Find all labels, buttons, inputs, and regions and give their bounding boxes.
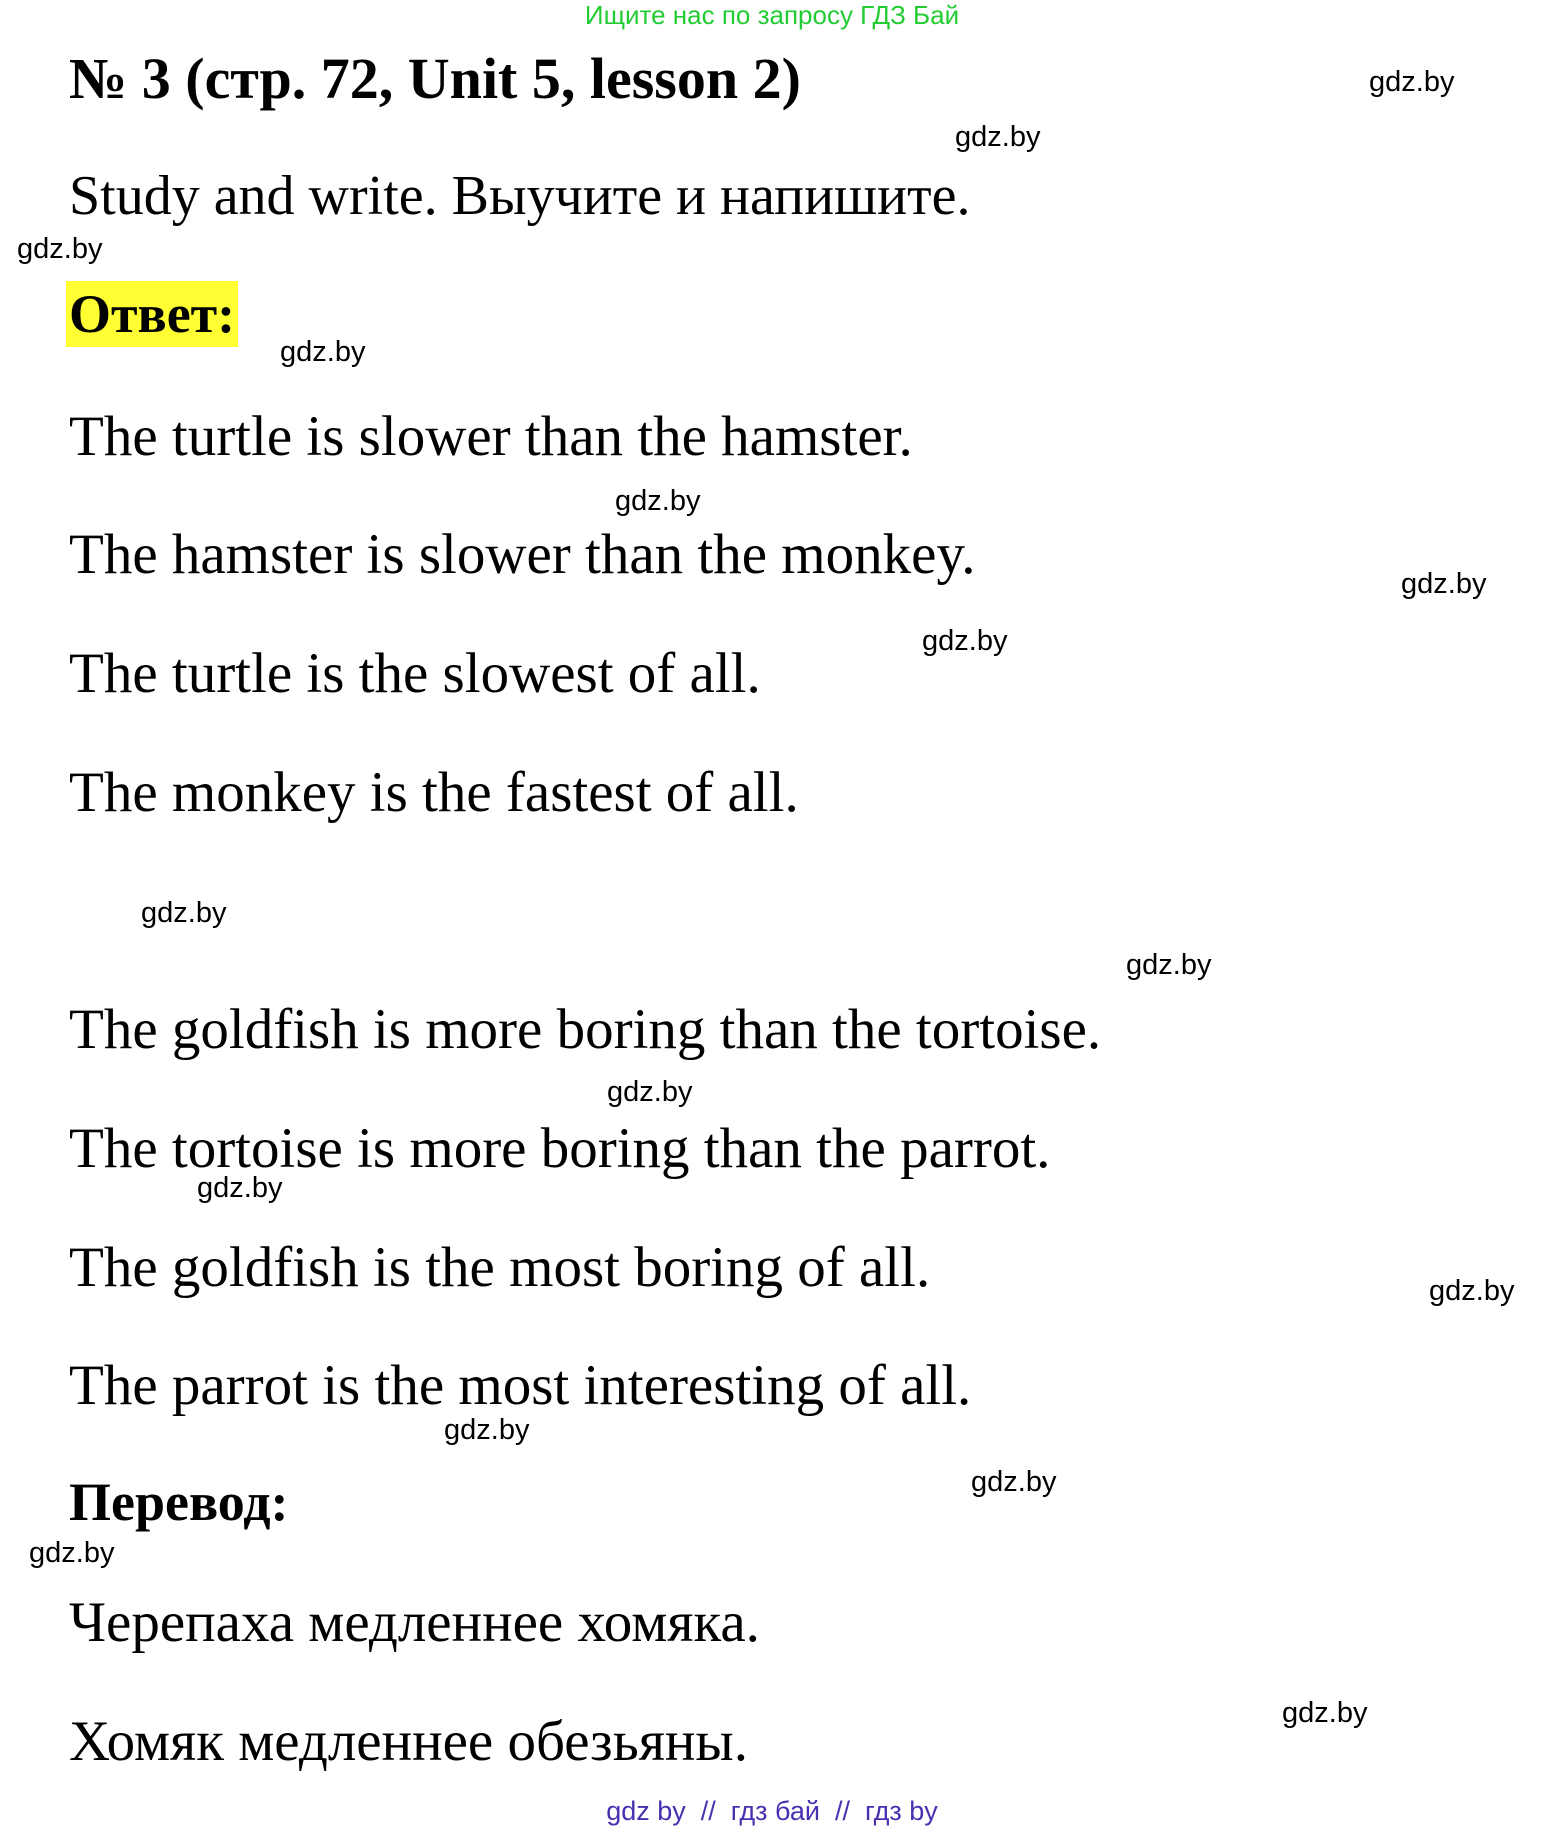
watermark: gdz.by	[29, 1537, 115, 1569]
watermark: gdz.by	[1126, 949, 1212, 981]
watermark: gdz.by	[615, 485, 701, 517]
watermark: gdz.by	[971, 1466, 1057, 1498]
watermark: gdz.by	[607, 1076, 693, 1108]
watermark: gdz.by	[17, 233, 103, 265]
answer-line: The hamster is slower than the monkey.	[69, 523, 976, 586]
watermark: gdz.by	[955, 121, 1041, 153]
answer-line: The goldfish is more boring than the tortoise.	[69, 998, 1102, 1061]
footer-links[interactable]: gdz by // гдз бай // гдз by	[606, 1796, 938, 1826]
translation-line: Хомяк медленнее обезьяны.	[69, 1710, 748, 1773]
exercise-instruction: Study and write. Выучите и напишите.	[69, 165, 971, 227]
watermark: gdz.by	[1401, 568, 1487, 600]
watermark: gdz.by	[1429, 1275, 1515, 1307]
answer-label: Ответ:	[66, 281, 238, 347]
watermark: gdz.by	[922, 625, 1008, 657]
answer-line: The turtle is the slowest of all.	[69, 642, 761, 705]
answer-line: The monkey is the fastest of all.	[69, 761, 799, 824]
watermark: gdz.by	[444, 1414, 530, 1446]
answer-line: The turtle is slower than the hamster.	[69, 405, 913, 468]
watermark: gdz.by	[141, 897, 227, 929]
answer-line: The tortoise is more boring than the parrot.	[69, 1117, 1051, 1180]
answer-line: The goldfish is the most boring of all.	[69, 1236, 931, 1299]
exercise-heading: № 3 (стр. 72, Unit 5, lesson 2)	[69, 46, 801, 111]
answer-line: The parrot is the most interesting of all.	[69, 1354, 972, 1417]
watermark: gdz.by	[1369, 66, 1455, 98]
translation-line: Черепаха медленнее хомяка.	[69, 1591, 760, 1654]
translation-label: Перевод:	[69, 1472, 289, 1532]
promo-banner[interactable]: Ищите нас по запросу ГДЗ Бай	[584, 0, 960, 30]
watermark: gdz.by	[197, 1172, 283, 1204]
watermark: gdz.by	[280, 336, 366, 368]
watermark: gdz.by	[1282, 1697, 1368, 1729]
